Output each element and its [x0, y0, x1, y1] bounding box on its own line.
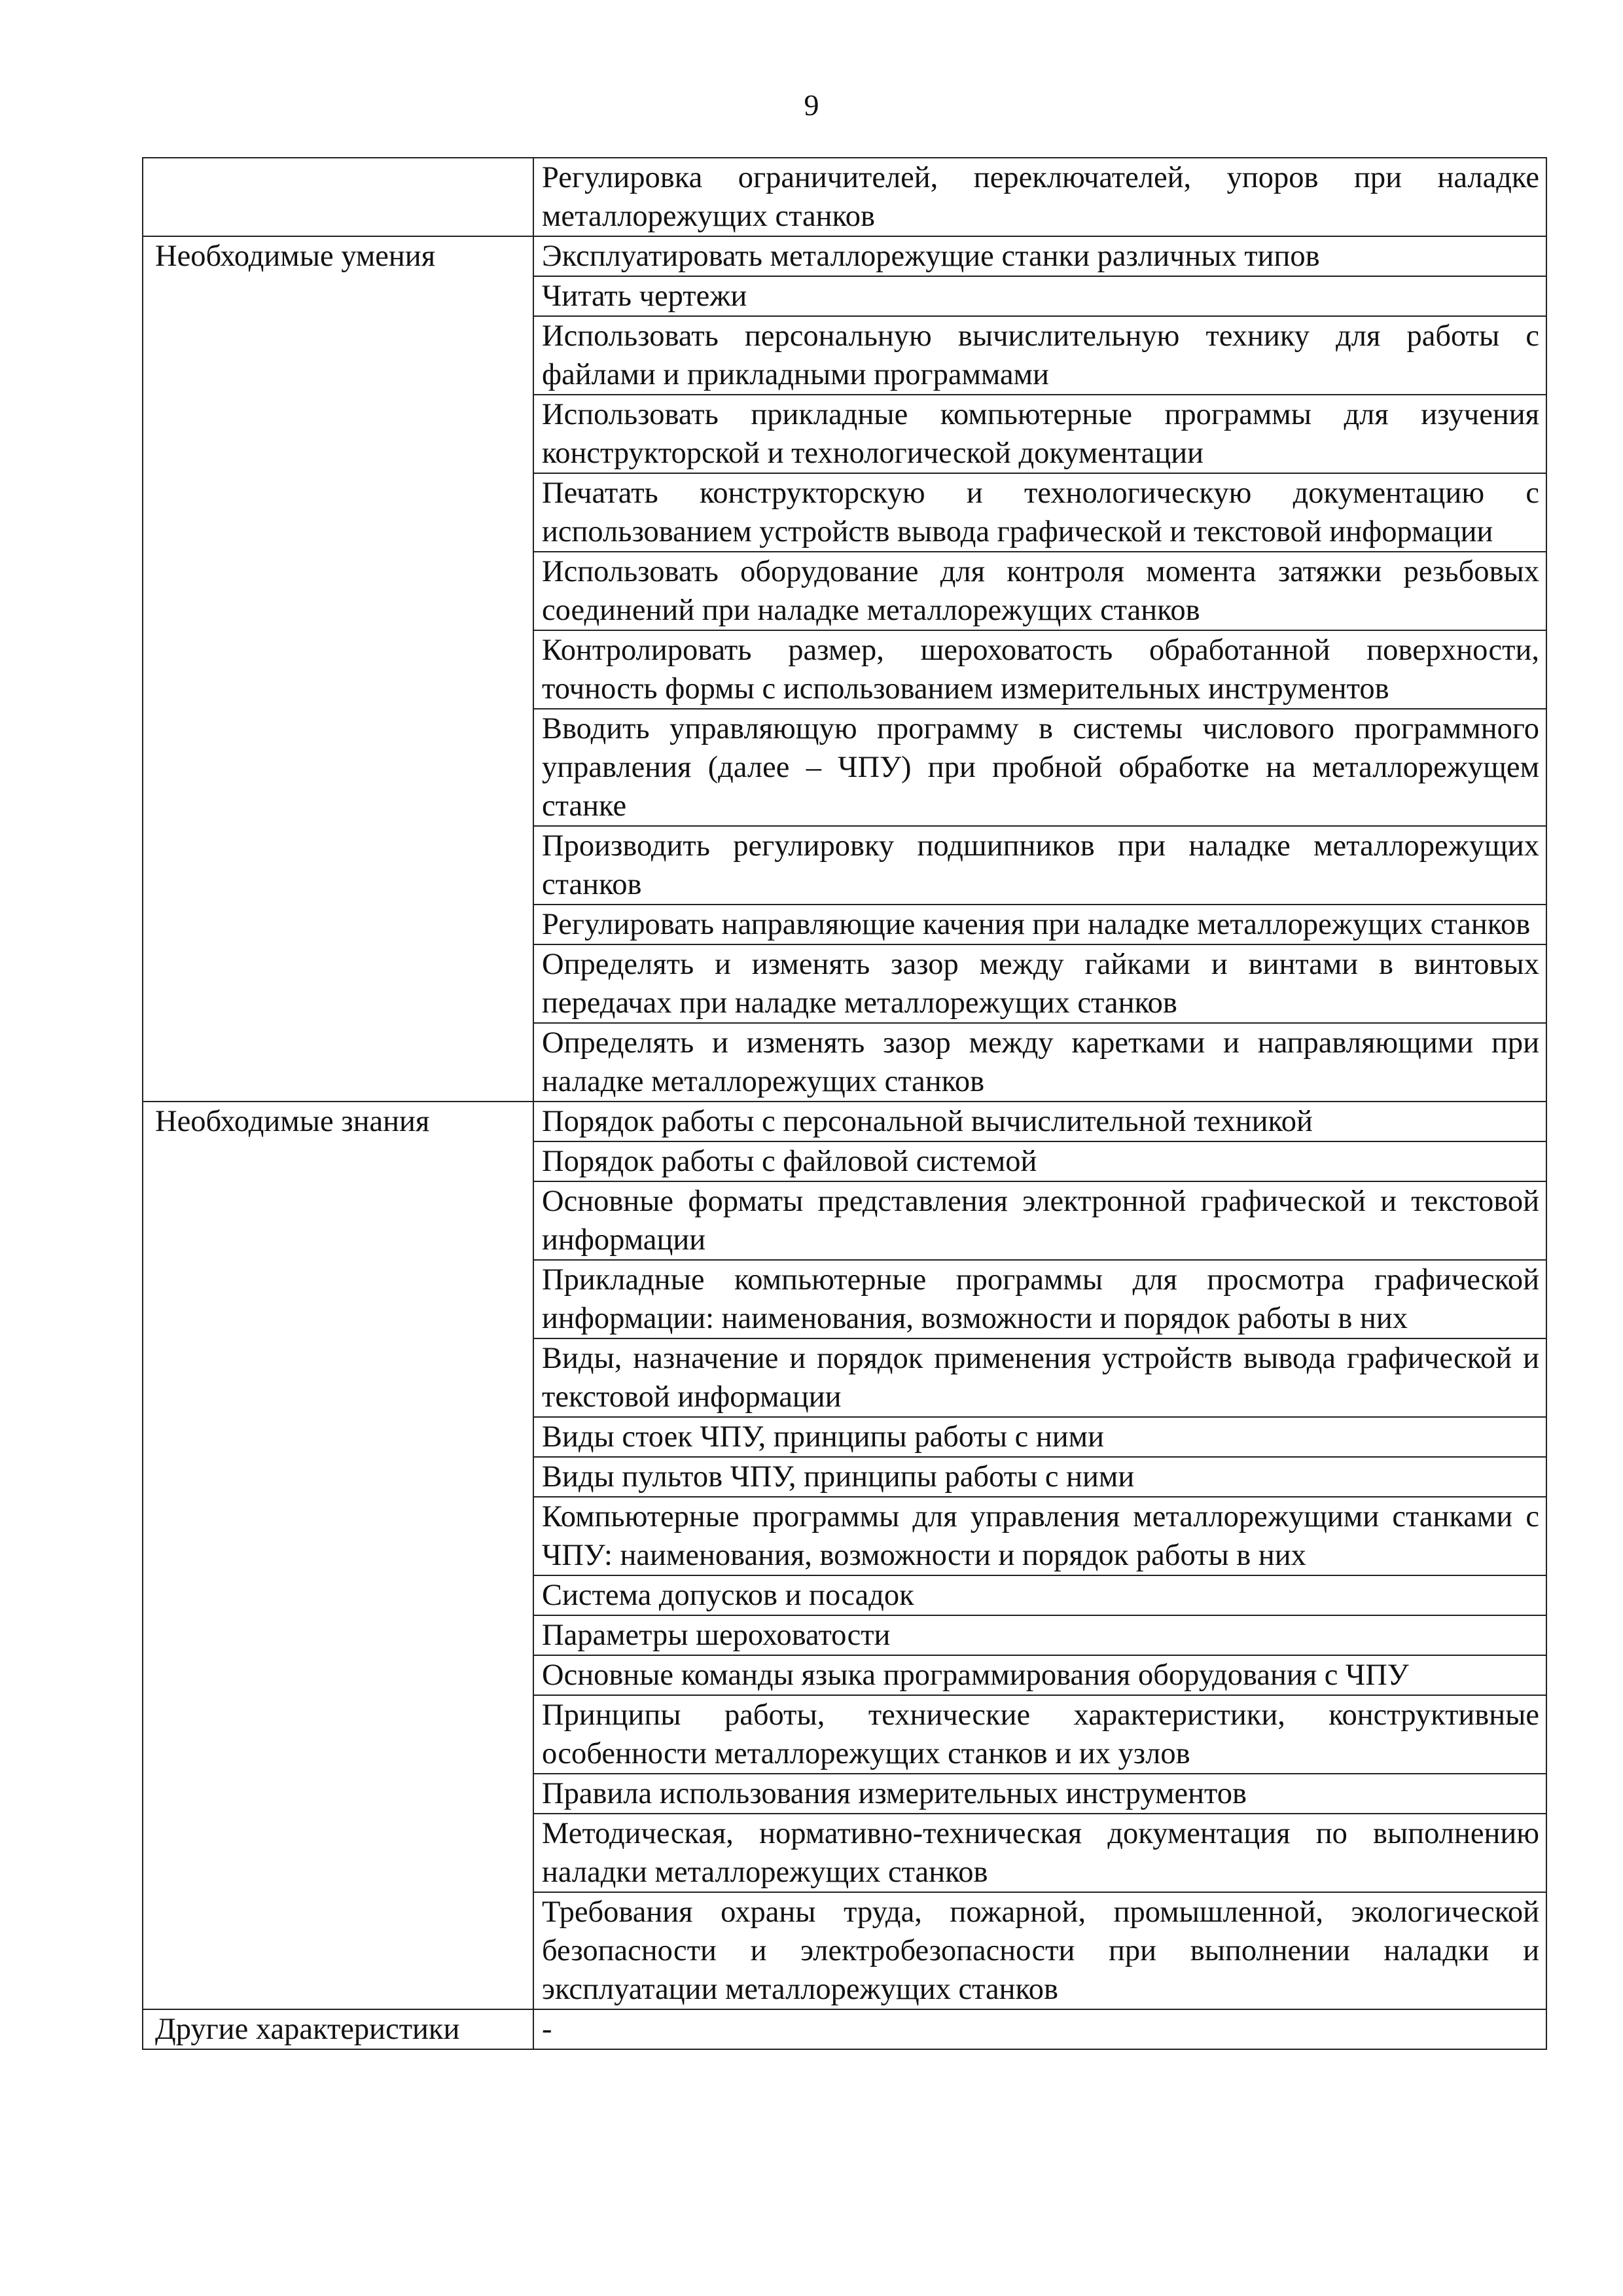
table-cell: Определять и изменять зазор между гайками и винтами в винтовых передачах при наладке металлорежущих станков: [533, 944, 1546, 1023]
table-cell: Определять и изменять зазор между каретками и направляющими при наладке металлорежущих станков: [533, 1023, 1546, 1102]
table-cell: Порядок работы с персональной вычислительной техникой: [533, 1102, 1546, 1141]
requirements-table-body: [143, 158, 1546, 2049]
table-cell: Регулировка ограничителей, переключателей, упоров при наладке металлорежущих станков: [533, 158, 1546, 236]
table-cell: Система допусков и посадок: [533, 1575, 1546, 1615]
table-row: [143, 158, 1546, 236]
section-label: Необходимые знания: [143, 1102, 533, 2009]
table-cell: Использовать прикладные компьютерные программы для изучения конструкторской и технологической документации: [533, 395, 1546, 473]
requirements-table: [142, 157, 1547, 2050]
table-cell: Печатать конструкторскую и технологическую документацию с использованием устройств вывода графической и текстовой информации: [533, 473, 1546, 552]
table-cell: Основные форматы представления электронной графической и текстовой информации: [533, 1181, 1546, 1260]
table-cell: Вводить управляющую программу в системы числового программного управления (далее – ЧПУ) при пробной обработке на металлорежущем станке: [533, 709, 1546, 826]
table-cell: Методическая, нормативно-техническая документация по выполнению наладки металлорежущих станков: [533, 1814, 1546, 1892]
table-row: [143, 236, 1546, 276]
table-row: [143, 2009, 1546, 2049]
table-cell: -: [533, 2009, 1546, 2049]
section-label: Другие характеристики: [143, 2009, 533, 2049]
table-cell: Производить регулировку подшипников при наладке металлорежущих станков: [533, 826, 1546, 905]
table-cell: Использовать персональную вычислительную технику для работы с файлами и прикладными программами: [533, 316, 1546, 395]
table-row: [143, 1102, 1546, 1141]
table-cell: Эксплуатировать металлорежущие станки различных типов: [533, 236, 1546, 276]
table-cell: Регулировать направляющие качения при наладке металлорежущих станков: [533, 905, 1546, 944]
continuation-label-cell: [143, 158, 533, 236]
table-cell: Основные команды языка программирования оборудования с ЧПУ: [533, 1655, 1546, 1695]
table-cell: Принципы работы, технические характеристики, конструктивные особенности металлорежущих станков и их узлов: [533, 1695, 1546, 1774]
table-cell: Виды, назначение и порядок применения устройств вывода графической и текстовой информации: [533, 1338, 1546, 1417]
table-cell: Виды стоек ЧПУ, принципы работы с ними: [533, 1417, 1546, 1457]
table-cell: Использовать оборудование для контроля момента затяжки резьбовых соединений при наладке металлорежущих станков: [533, 552, 1546, 630]
table-cell: Виды пультов ЧПУ, принципы работы с ними: [533, 1457, 1546, 1497]
page-number: 9: [804, 88, 819, 122]
table-cell: Параметры шероховатости: [533, 1615, 1546, 1655]
table-cell: Прикладные компьютерные программы для просмотра графической информации: наименования, возможности и порядок работы в них: [533, 1260, 1546, 1338]
table-cell: Требования охраны труда, пожарной, промышленной, экологической безопасности и электробезопасности при выполнении наладки и эксплуатации металлорежущих станков: [533, 1892, 1546, 2009]
section-label: Необходимые умения: [143, 236, 533, 1102]
table-cell: Порядок работы с файловой системой: [533, 1141, 1546, 1181]
table-cell: Правила использования измерительных инструментов: [533, 1774, 1546, 1814]
table-cell: Читать чертежи: [533, 276, 1546, 316]
table-cell: Контролировать размер, шероховатость обработанной поверхности, точность формы с использованием измерительных инструментов: [533, 630, 1546, 709]
table-cell: Компьютерные программы для управления металлорежущими станками с ЧПУ: наименования, возможности и порядок работы в них: [533, 1497, 1546, 1575]
